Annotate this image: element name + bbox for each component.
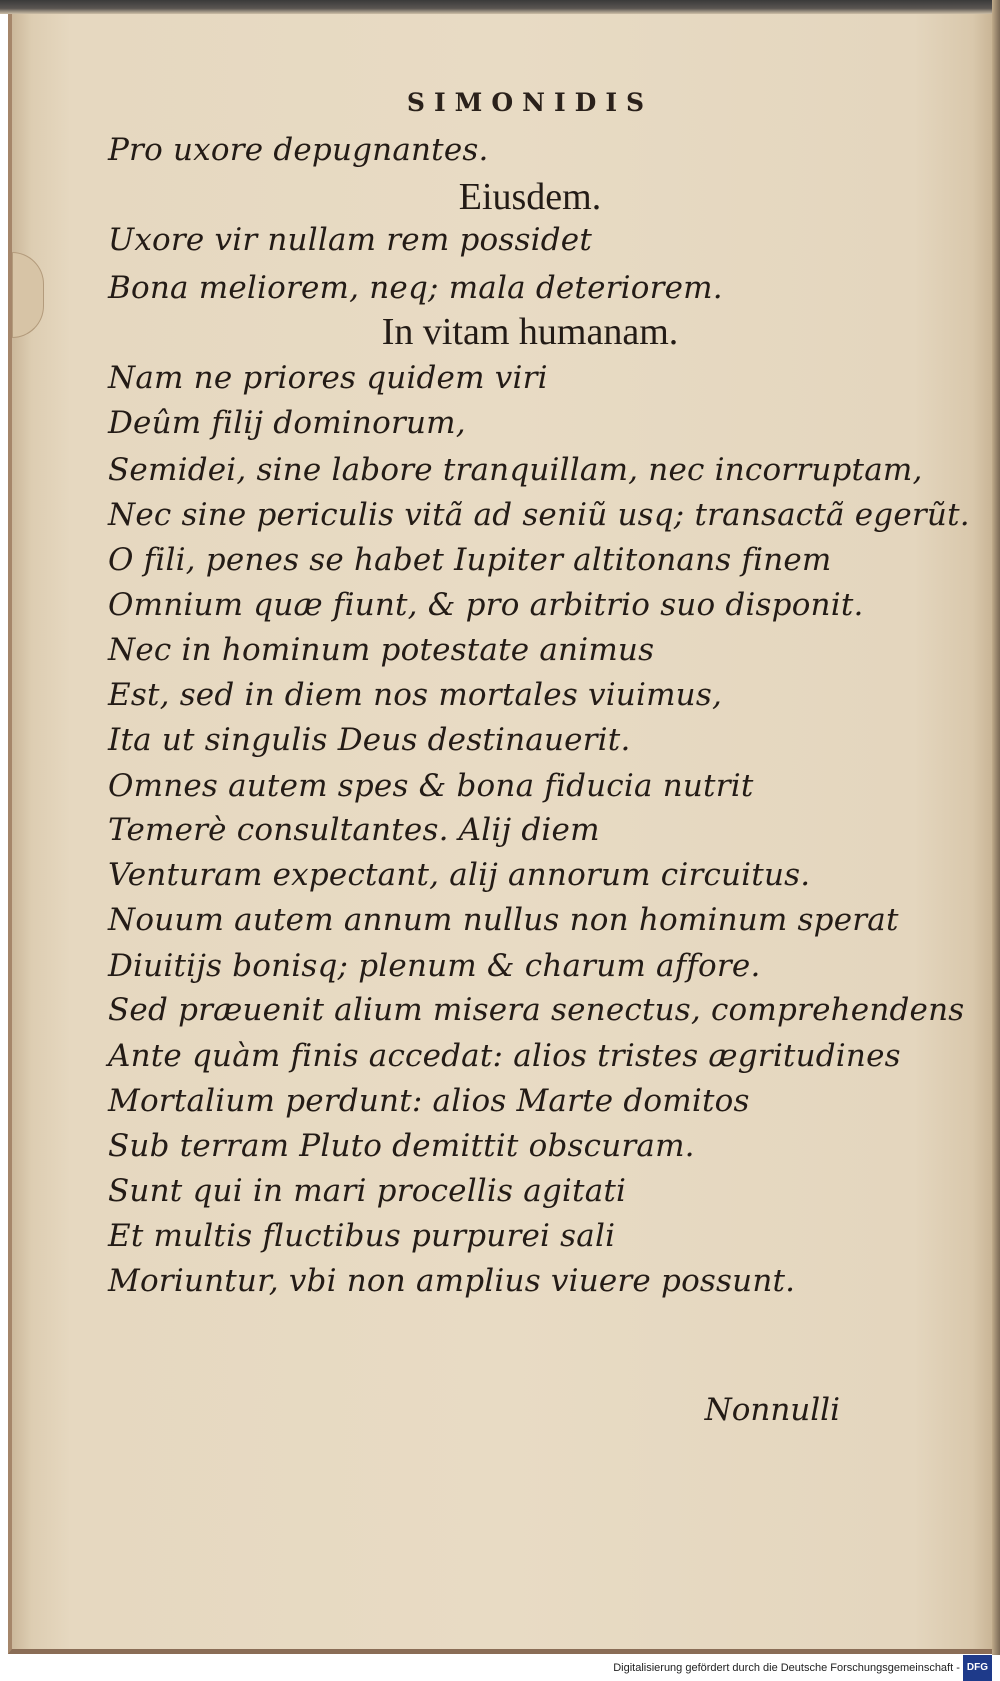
verse-line: Nouum autem annum nullus non hominum sperat xyxy=(108,902,899,938)
verse-line: Nec sine periculis vitã ad seniũ usq; transactã egerũt. xyxy=(108,497,970,533)
verse-line: Deûm filij dominorum, xyxy=(108,405,466,441)
verse-line: Diuitijs bonisq; plenum & charum affore. xyxy=(108,948,761,984)
dfg-logo-icon: DFG xyxy=(963,1655,992,1681)
digitization-footer xyxy=(0,1655,1000,1679)
verse-line: Uxore vir nullam rem possidet xyxy=(108,222,592,258)
catchword: Nonnulli xyxy=(704,1392,840,1428)
footer-credit: Digitalisierung gefördert durch die Deutsche Forschungsgemeinschaft - xyxy=(613,1661,960,1674)
verse-line: Mortalium perdunt: alios Marte domitos xyxy=(108,1083,750,1119)
verse-line: Nec in hominum potestate animus xyxy=(108,632,655,668)
verse-line: Ante quàm finis accedat: alios tristes ægritudines xyxy=(108,1038,901,1074)
verse-line: Temerè consultantes. Alij diem xyxy=(108,812,600,848)
section-heading: Eiusdem. xyxy=(458,176,602,218)
verse-line: Nam ne priores quidem viri xyxy=(108,360,548,396)
verse-line: Sunt qui in mari procellis agitati xyxy=(108,1173,627,1209)
verse-line: Et multis fluctibus purpurei sali xyxy=(108,1218,616,1254)
verse-line: Venturam expectant, alij annorum circuitus. xyxy=(108,857,811,893)
verse-line: Pro uxore depugnantes. xyxy=(108,132,489,168)
verse-line: Moriuntur, vbi non amplius viuere possunt. xyxy=(108,1263,796,1299)
verse-line: Sub terram Pluto demittit obscuram. xyxy=(108,1128,695,1164)
verse-line: Semidei, sine labore tranquillam, nec incorruptam, xyxy=(108,452,923,488)
verse-line: Bona meliorem, neq; mala deteriorem. xyxy=(108,270,723,306)
verse-line: Omnium quæ fiunt, & pro arbitrio suo disponit. xyxy=(108,587,864,623)
scan-top-edge xyxy=(0,0,1000,14)
verse-line: O fili, penes se habet Iupiter altitonans finem xyxy=(108,542,832,578)
verse-line: Ita ut singulis Deus destinauerit. xyxy=(108,722,631,758)
verse-line: Sed præuenit alium misera senectus, comprehendens xyxy=(108,992,965,1028)
section-heading: In vitam humanam. xyxy=(381,311,679,353)
scan-right-edge xyxy=(992,0,1000,1665)
verse-line: Omnes autem spes & bona fiducia nutrit xyxy=(108,768,754,804)
running-header: SIMONIDIS xyxy=(406,88,654,117)
verse-line: Est, sed in diem nos mortales viuimus, xyxy=(108,677,723,713)
